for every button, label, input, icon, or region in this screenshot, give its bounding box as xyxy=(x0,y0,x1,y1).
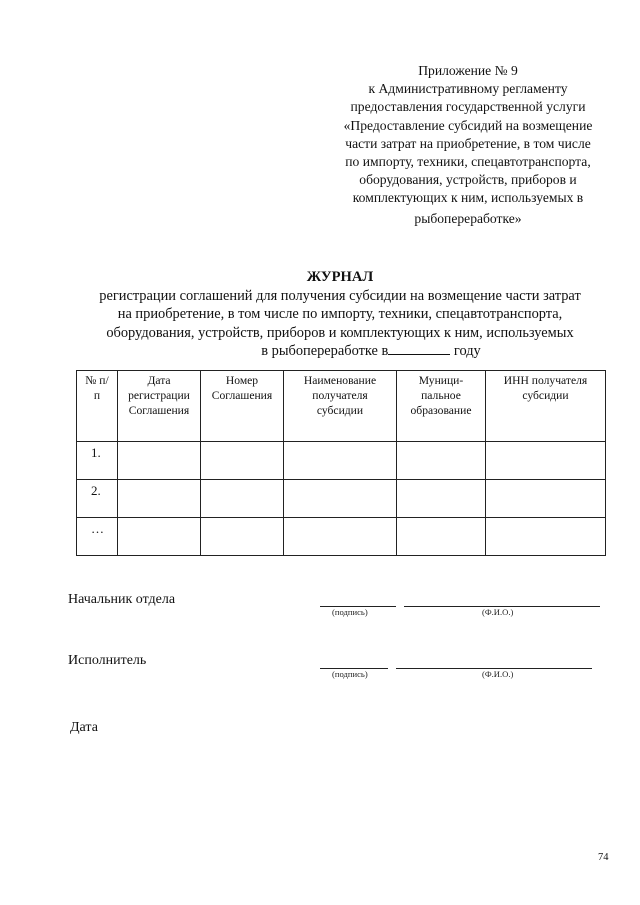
table-cell xyxy=(397,518,486,556)
table-cell xyxy=(486,480,606,518)
appendix-line: рыбопереработке» xyxy=(414,210,522,226)
table-cell xyxy=(118,518,201,556)
table-cell xyxy=(201,518,284,556)
journal-title: ЖУРНАЛ xyxy=(306,269,374,285)
table-row xyxy=(77,480,606,518)
executor-name-caption: (Ф.И.О.) xyxy=(482,669,514,679)
executor-signature-caption: (подпись) xyxy=(332,669,368,679)
journal-line: оборудования, устройств, приборов и комплектующих к ним, используемых xyxy=(106,324,574,341)
year-blank xyxy=(388,342,450,355)
appendix-line: Приложение № 9 xyxy=(418,63,518,78)
journal-line: регистрации соглашений для получения субсидии на возмещение части затрат xyxy=(99,287,581,304)
table-row xyxy=(77,518,606,556)
page-number: 74 xyxy=(598,852,609,863)
table-cell xyxy=(201,480,284,518)
table-header-row xyxy=(77,371,606,442)
header-registration-date: Дата регистрации Соглашения xyxy=(118,371,201,442)
appendix-line: части затрат на приобретение, в том числе xyxy=(345,135,591,151)
appendix-line: к Административному регламенту xyxy=(368,81,568,97)
appendix-header xyxy=(318,62,618,228)
row-number: 1. xyxy=(77,442,118,480)
table-row xyxy=(77,442,606,480)
executor-label: Исполнитель xyxy=(68,653,147,668)
journal-last-line-suffix: году xyxy=(450,343,481,360)
journal-line: на приобретение, в том числе по импорту, техники, спецавтотранспорта, xyxy=(117,306,563,323)
appendix-line: по импорту, техники, спецавтотранспорта, xyxy=(345,154,591,170)
table-cell xyxy=(118,442,201,480)
registration-table xyxy=(76,370,606,556)
table-cell xyxy=(397,480,486,518)
table-cell xyxy=(284,518,397,556)
appendix-line: «Предоставление субсидий на возмещение xyxy=(343,117,593,133)
header-number: № п/п xyxy=(77,371,118,442)
table-cell xyxy=(397,442,486,480)
table-cell xyxy=(284,442,397,480)
appendix-line: оборудования, устройств, приборов и xyxy=(359,172,577,188)
head-name-caption: (Ф.И.О.) xyxy=(482,607,514,617)
head-of-department-label: Начальник отдела xyxy=(68,592,176,607)
date-label: Дата xyxy=(70,720,98,735)
table-cell xyxy=(486,442,606,480)
header-recipient-name: Наименование получателя субсидии xyxy=(284,371,397,442)
table-cell xyxy=(284,480,397,518)
table-cell xyxy=(486,518,606,556)
appendix-line: предоставления государственной услуги xyxy=(350,99,586,115)
journal-last-line xyxy=(40,342,640,361)
table-cell xyxy=(118,480,201,518)
table-cell xyxy=(201,442,284,480)
head-signature-caption: (подпись) xyxy=(332,607,368,617)
journal-last-line-prefix: в рыбопереработке в xyxy=(261,343,389,360)
row-number: 2. xyxy=(77,480,118,518)
journal-heading xyxy=(40,268,640,361)
row-number: … xyxy=(77,518,118,556)
appendix-line: комплектующих к ним, используемых в xyxy=(352,190,584,206)
header-municipality: Муници-пальное образование xyxy=(397,371,486,442)
header-recipient-inn: ИНН получателя субсидии xyxy=(486,371,606,442)
header-agreement-number: Номер Соглашения xyxy=(201,371,284,442)
